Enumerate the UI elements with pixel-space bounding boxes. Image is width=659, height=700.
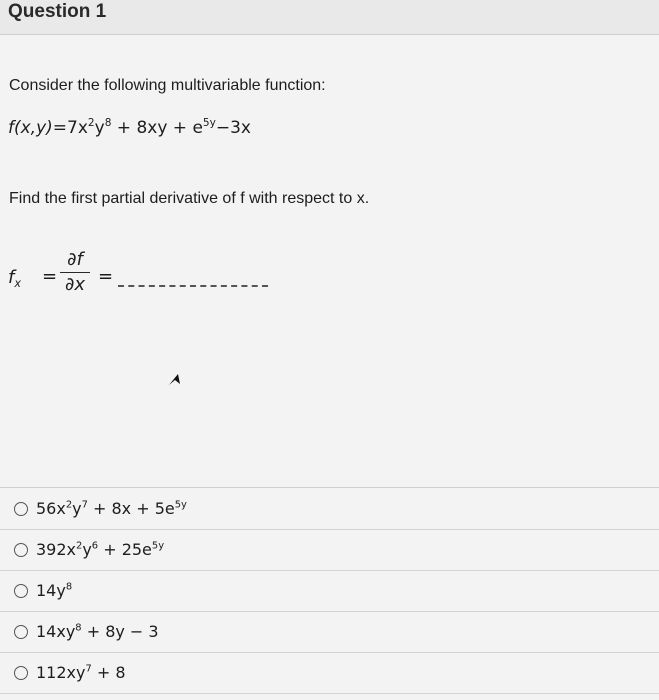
radio-icon[interactable] bbox=[14, 584, 28, 598]
arrow-cursor-icon bbox=[166, 370, 184, 388]
fraction-denominator: ∂x bbox=[65, 274, 85, 295]
radio-icon[interactable] bbox=[14, 502, 28, 516]
radio-icon[interactable] bbox=[14, 625, 28, 639]
answer-option[interactable] bbox=[0, 488, 659, 530]
header-divider bbox=[0, 34, 659, 35]
option-label: $112xy^7 + 8$ bbox=[36, 663, 126, 682]
fraction-numerator: ∂f bbox=[67, 249, 83, 270]
answer-blank bbox=[118, 285, 268, 287]
question-prompt: Find the first partial derivative of f with respect to x. bbox=[9, 190, 370, 207]
radio-icon[interactable] bbox=[14, 666, 28, 680]
partial-fraction bbox=[58, 249, 92, 296]
option-label: $392x^2y^6 + 25e^{5y}$ bbox=[36, 540, 165, 559]
fx-symbol: $f_x$ bbox=[8, 267, 21, 290]
radio-icon[interactable] bbox=[14, 543, 28, 557]
function-lhs: f(x,y) bbox=[8, 118, 53, 138]
option-label: $14xy^8 + 8y - 3$ bbox=[36, 622, 159, 641]
question-intro: Consider the following multivariable function: bbox=[9, 77, 326, 94]
answer-option[interactable] bbox=[0, 529, 659, 571]
answer-option[interactable] bbox=[0, 611, 659, 653]
function-definition: $f(x,y)=7x^2y^8 + 8xy + e^{5y}-3x$ bbox=[8, 117, 251, 138]
question-header bbox=[0, 0, 659, 34]
answer-option[interactable] bbox=[0, 652, 659, 694]
fraction-bar bbox=[60, 272, 90, 273]
option-label: $14y^8$ bbox=[36, 581, 73, 600]
option-label: $56x^2y^7 + 8x + 5e^{5y}$ bbox=[36, 499, 187, 518]
answer-option[interactable] bbox=[0, 570, 659, 612]
question-title: Question 1 bbox=[8, 1, 107, 22]
